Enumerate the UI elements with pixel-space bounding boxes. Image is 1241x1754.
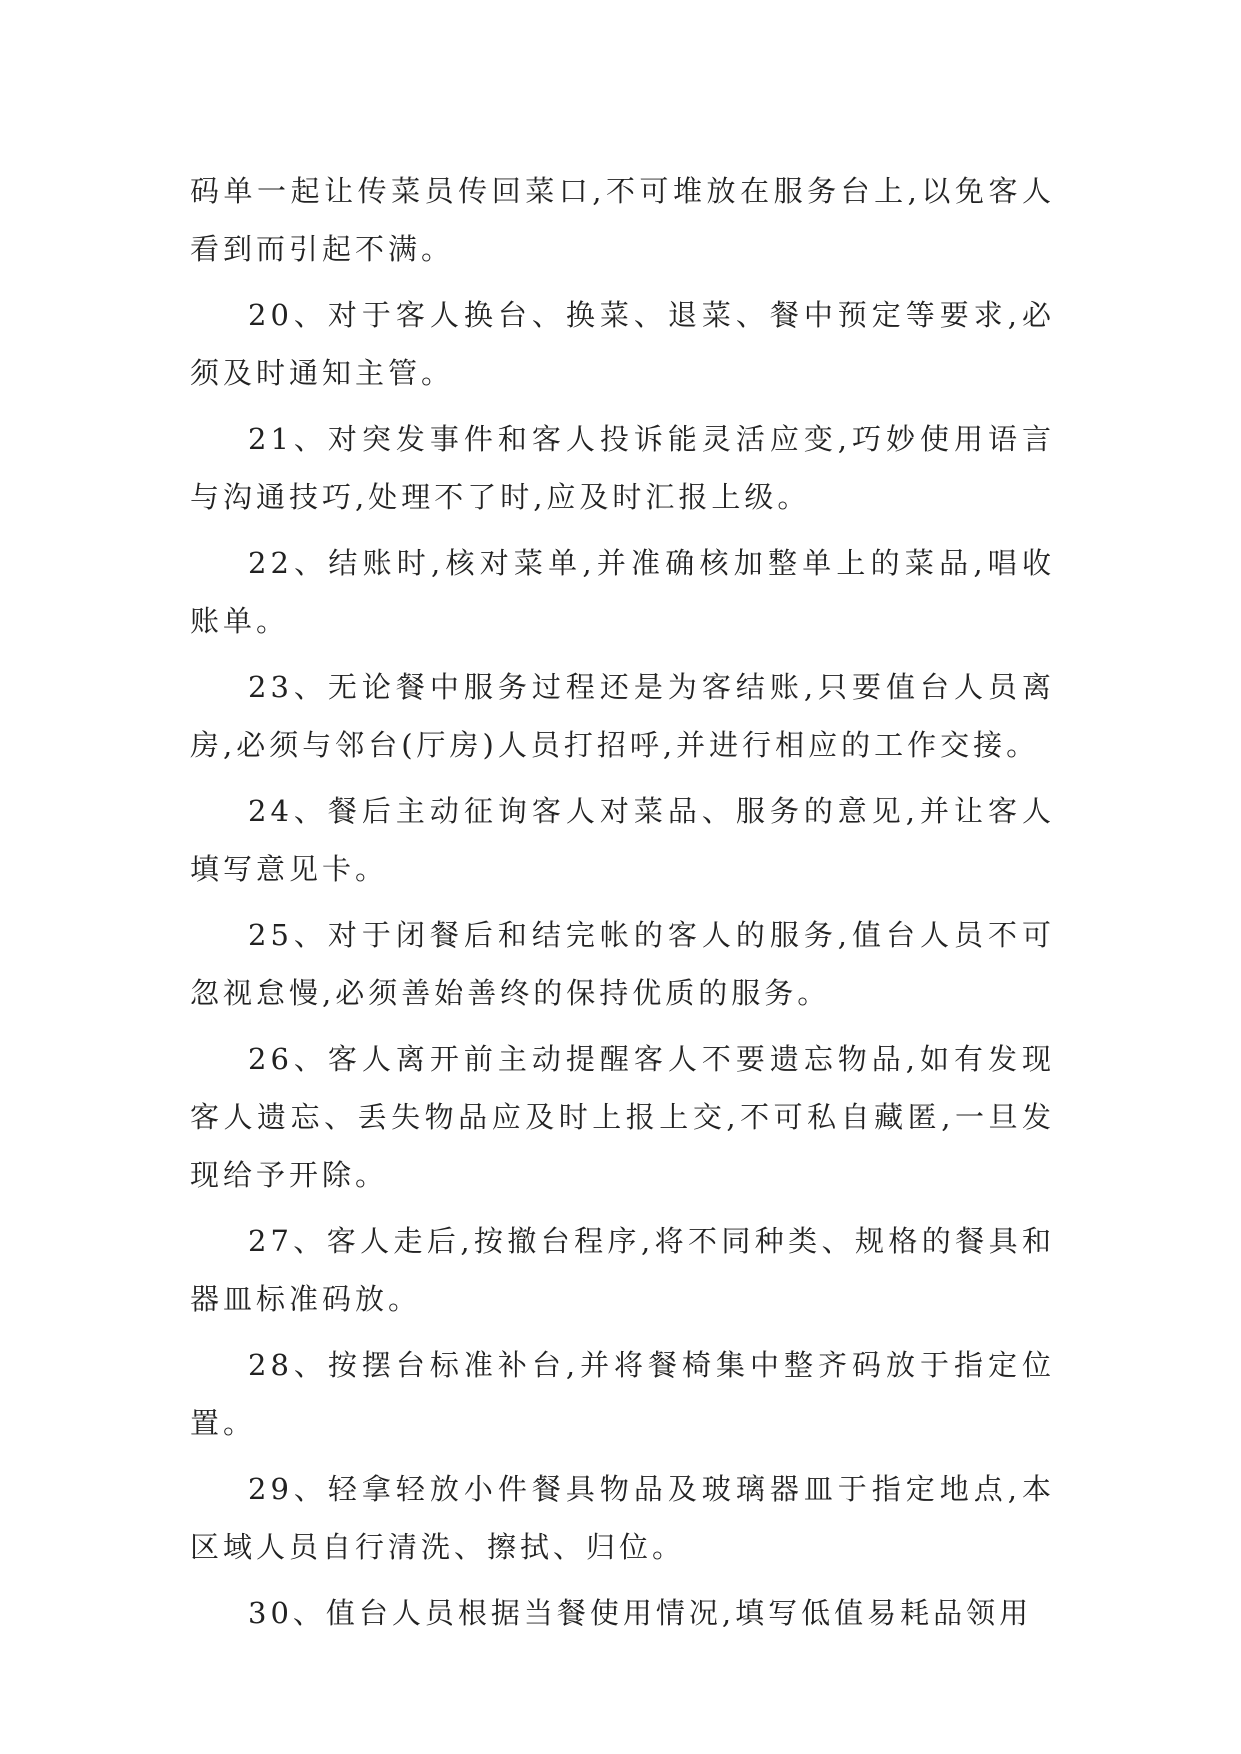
- paragraph-item-23: 23、无论餐中服务过程还是为客结账,只要值台人员离房,必须与邻台(厅房)人员打招呼,并进行相应的工作交接。: [190, 670, 1055, 762]
- paragraph-item-20: 20、对于客人换台、换菜、退菜、餐中预定等要求,必须及时通知主管。: [190, 298, 1055, 390]
- paragraph-item-30: 30、值台人员根据当餐使用情况,填写低值易耗品领用: [248, 1596, 1033, 1630]
- paragraph-item-22: 22、结账时,核对菜单,并准确核加整单上的菜品,唱收账单。: [190, 546, 1055, 638]
- paragraph-item-25: 25、对于闭餐后和结完帐的客人的服务,值台人员不可忽视怠慢,必须善始善终的保持优质的服务。: [190, 918, 1055, 1010]
- paragraph-item-21: 21、对突发事件和客人投诉能灵活应变,巧妙使用语言与沟通技巧,处理不了时,应及时汇报上级。: [190, 422, 1055, 514]
- paragraph-item-29: 29、轻拿轻放小件餐具物品及玻璃器皿于指定地点,本区域人员自行清洗、擦拭、归位。: [190, 1472, 1055, 1564]
- paragraph-continuation: 码单一起让传菜员传回菜口,不可堆放在服务台上,以免客人看到而引起不满。: [190, 174, 1055, 266]
- document-body: [190, 162, 1055, 1650]
- paragraph-item-28: 28、按摆台标准补台,并将餐椅集中整齐码放于指定位置。: [190, 1348, 1055, 1440]
- paragraph-item-27: 27、客人走后,按撤台程序,将不同种类、规格的餐具和器皿标准码放。: [190, 1224, 1055, 1316]
- paragraph-item-24: 24、餐后主动征询客人对菜品、服务的意见,并让客人填写意见卡。: [190, 794, 1055, 886]
- paragraph-item-26: 26、客人离开前主动提醒客人不要遗忘物品,如有发现客人遗忘、丢失物品应及时上报上交,不可私自藏匿,一旦发现给予开除。: [190, 1042, 1055, 1192]
